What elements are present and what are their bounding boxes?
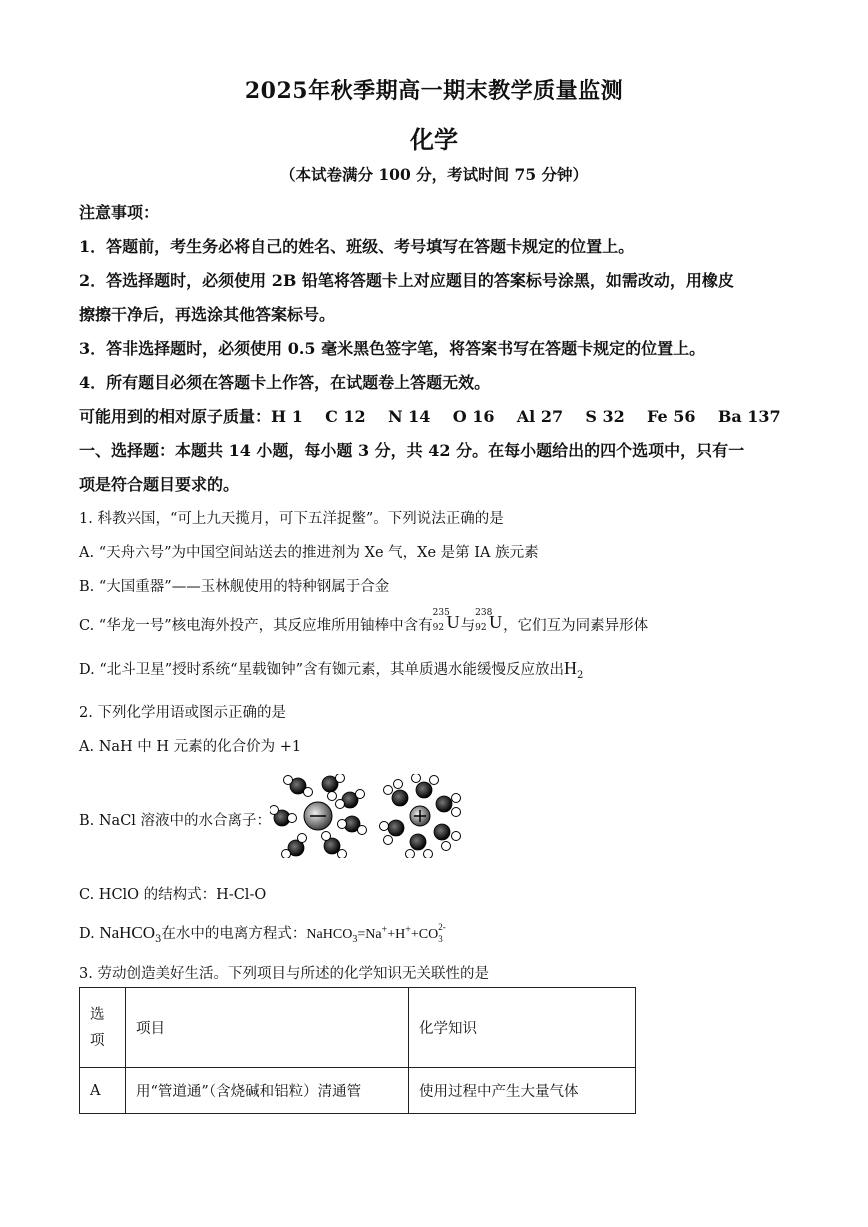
q1-option-b: B. “大国重器”——玉林舰使用的特种钢属于合金 [79, 579, 390, 595]
notice-item-4: 4．所有题目必须在答题卡上作答，在试题卷上答题无效。 [79, 373, 491, 392]
q1-option-c [79, 608, 649, 635]
eq-hydrogen: +H [387, 927, 406, 942]
table-header-cell [80, 988, 126, 1068]
isotope-symbol: U [446, 612, 460, 632]
formula-subscript: 3 [155, 933, 162, 945]
q2-option-d-text: 在水中的电离方程式： [161, 926, 307, 942]
table-cell: A [80, 1068, 126, 1114]
eq-sub: 3 [352, 933, 358, 945]
table-row [80, 1068, 636, 1114]
ionization-equation [306, 921, 450, 945]
atomic-masses: 可能用到的相对原子质量：H 1 C 12 N 14 O 16 Al 27 S 32 Fe 56 Ba 137 [79, 407, 781, 426]
notice-item-1: 1．答题前，考生务必将自己的姓名、班级、考号填写在答题卡规定的位置上。 [79, 237, 635, 256]
eq-carbonate: +CO [410, 927, 439, 942]
q2-option-b: B. NaCl 溶液中的水合离子： [79, 813, 272, 829]
subject-title: 化学 [410, 125, 458, 154]
hydrogen-subscript: 2 [576, 669, 584, 681]
q2-option-d-label: D. [79, 926, 95, 942]
q2-option-d [79, 922, 450, 945]
q2-option-a: A. NaH 中 H 元素的化合价为 +1 [79, 739, 302, 755]
eq-sup: + [405, 924, 411, 936]
hydrogen-formula: H [563, 658, 577, 678]
eq-reactant: NaHCO [306, 927, 353, 942]
table-header-row [80, 988, 636, 1068]
q2-stem: 2. 下列化学用语或图示正确的是 [79, 705, 286, 721]
notice-item-2: 2．答选择题时，必须使用 2B 铅笔将答题卡上对应题目的答案标号涂黑，如需改动，用橡皮 [79, 271, 734, 290]
q1-option-c-mid: 与 [460, 618, 476, 634]
section1-heading: 一、选择题：本题共 14 小题，每小题 3 分，共 42 分。在每小题给出的四个选项中，只有一 [79, 441, 745, 460]
q1-stem: 1. 科教兴国，“可上九天揽月，可下五洋捉鳖”。下列说法正确的是 [79, 511, 504, 527]
carbonate-charge [438, 921, 450, 944]
table-header-cell: 项目 [126, 988, 409, 1068]
eq-sodium: =Na [357, 927, 382, 942]
isotope-u238 [475, 608, 503, 634]
header-text: 项 [90, 1032, 105, 1049]
isotope-number: 92 [475, 623, 487, 633]
isotope-number: 92 [432, 623, 445, 633]
section1-heading-cont: 项是符合题目要求的。 [79, 475, 240, 494]
q3-stem: 3. 劳动创造美好生活。下列项目与所述的化学知识无关联性的是 [79, 966, 489, 982]
sodium-bicarbonate-formula: NaHCO [99, 923, 156, 942]
isotope-mass: 238 [475, 608, 493, 618]
hydrated-chloride-ion [270, 774, 367, 858]
table-cell: 用“管道通”（含烧碱和铝粒）清通管 [126, 1068, 409, 1114]
eq-sup: 2- [438, 921, 446, 932]
q3-table [79, 987, 636, 1114]
isotope-symbol: U [489, 612, 503, 632]
exam-info: （本试卷满分 100 分，考试时间 75 分钟） [279, 165, 588, 184]
notice-heading: 注意事项： [79, 203, 160, 222]
hydrated-sodium-ion [380, 774, 461, 858]
q1-option-d [79, 658, 583, 681]
isotope-mass: 235 [432, 608, 450, 618]
q1-option-c-post: ，它们互为同素异形体 [503, 618, 649, 634]
q1-option-a: A. “天舟六号”为中国空间站送去的推进剂为 Xe 气，Xe 是第 IA 族元素 [79, 545, 539, 561]
q1-option-c-pre: C. “华龙一号”核电海外投产，其反应堆所用铀棒中含有 [79, 618, 433, 634]
q1-option-d-text: D. “北斗卫星”授时系统“星载铷钟”含有铷元素，其单质遇水能缓慢反应放出 [79, 662, 564, 678]
hydrated-ions-diagram [270, 774, 470, 858]
notice-item-3: 3．答非选择题时，必须使用 0.5 毫米黑色签字笔，将答案书写在答题卡规定的位置上。 [79, 339, 706, 358]
table-cell: 使用过程中产生大量气体 [409, 1068, 636, 1114]
eq-sup: + [381, 924, 388, 936]
notice-item-2-cont: 擦擦干净后，再选涂其他答案标号。 [79, 305, 336, 324]
isotope-u235 [432, 608, 461, 634]
eq-sub: 3 [438, 933, 443, 944]
header-text: 选 [90, 1006, 105, 1023]
table-header-cell: 化学知识 [409, 988, 636, 1068]
exam-title: 2025年秋季期高一期末教学质量监测 [244, 78, 624, 104]
q2-option-c: C. HClO 的结构式：H-Cl-O [79, 887, 267, 903]
